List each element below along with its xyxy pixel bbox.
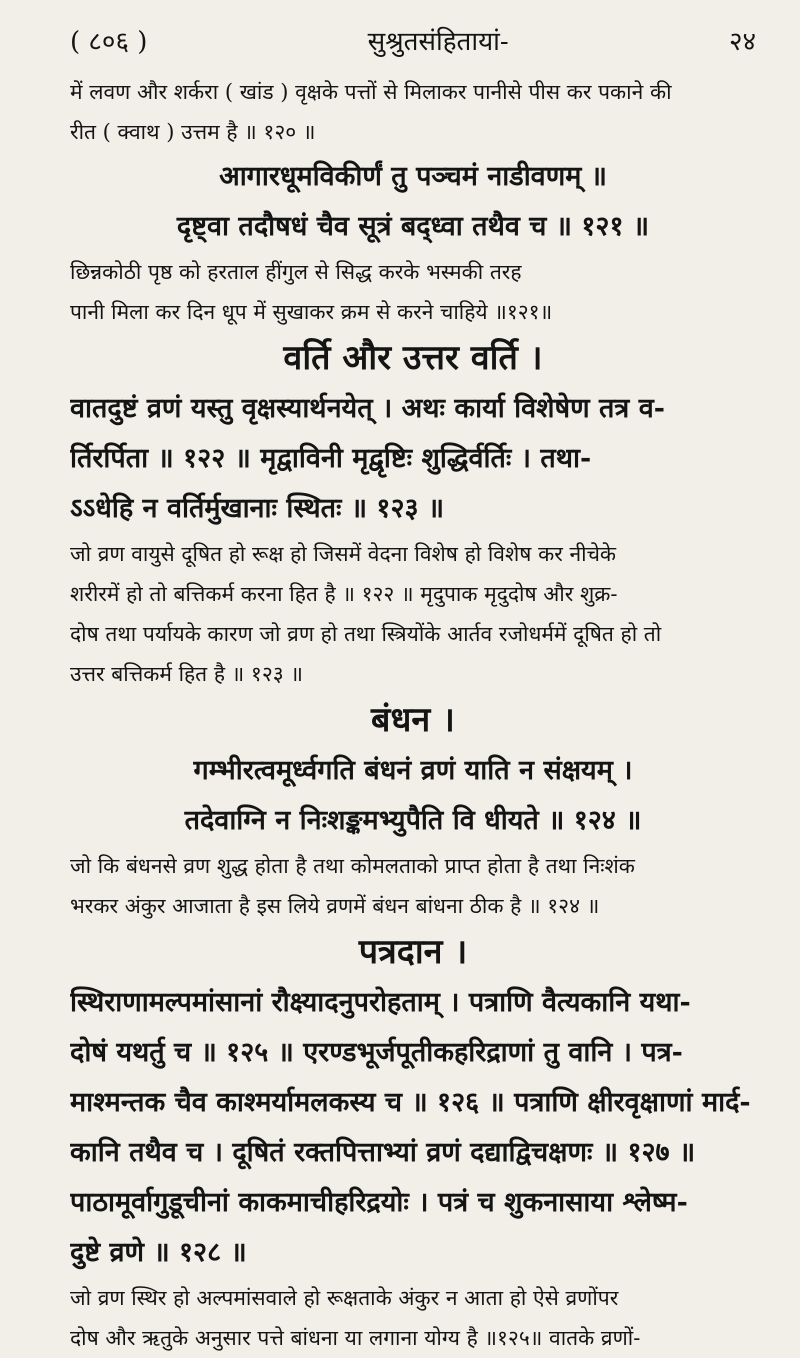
text-line: शरीरमें हो तो बत्तिकर्म करना हित है ॥ १२२ ॥ मृदुपाक मृदुदोष और शुक्र- <box>70 582 618 606</box>
text-line: कानि तथैव च । दूषितं रक्तपित्ताभ्यां व्रणं दद्याद्विचक्षणः ॥ १२७ ॥ <box>70 1137 696 1168</box>
text-line: र्तिरर्पिता ॥ १२२ ॥ मृद्वाविनी मृद्वृष्टिः शुद्धिर्वर्तिः । तथा- <box>70 443 592 474</box>
chapter-number: २४ <box>728 27 756 57</box>
text-line: आगारधूमविकीर्णं तु पञ्चमं नाडीवणम् ॥ <box>219 161 607 192</box>
text-line: दोष तथा पर्यायके कारण जो व्रण हो तथा स्त्रियोंके आर्तव रजोधर्ममें दूषित हो तो <box>70 622 662 646</box>
text-line: जो कि बंधनसे व्रण शुद्ध होता है तथा कोमलताको प्राप्त होता है तथा निःशंक <box>70 854 635 878</box>
text-line: दुष्टे व्रणे ॥ १२८ ॥ <box>70 1237 247 1268</box>
running-title: सुश्रुतसंहितायां- <box>367 27 509 57</box>
text-line: में लवण और शर्करा ( खांड ) वृक्षके पत्तों से मिलाकर पानीसे पीस कर पकाने की <box>70 80 672 104</box>
page-header <box>70 22 756 58</box>
page-body <box>70 72 756 1358</box>
text-line: वातदुष्टं व्रणं यस्तु वृक्षस्यार्थनयेत् । अथः कार्या विशेषेण तत्र व- <box>70 393 665 424</box>
text-line: पत्रदान । <box>358 932 468 972</box>
text-line: जो व्रण स्थिर हो अल्पमांसवाले हो रूक्षताके अंकुर न आता हो ऐसे व्रणोंपर <box>70 1286 619 1310</box>
text-line: दोष और ऋतुके अनुसार पत्ते बांधना या लगाना योग्य है ॥१२५॥ वातके व्रणों- <box>70 1326 641 1350</box>
text-line: पानी मिला कर दिन धूप में सुखाकर क्रम से करने चाहिये ॥१२१॥ <box>70 300 553 324</box>
text-line: तदेवाग्नि न निःशङ्कमभ्युपैति वि धीयते ॥ १२४ ॥ <box>184 805 642 836</box>
text-line: रीत ( क्वाथ ) उत्तम है ॥ १२० ॥ <box>70 120 316 144</box>
text-line: भरकर अंकुर आजाता है इस लिये व्रणमें बंधन बांधना ठीक है ॥ १२४ ॥ <box>70 894 600 918</box>
text-line: छिन्नकोठी पृष्ठ को हरताल हींगुल से सिद्ध करके भस्मकी तरह <box>70 260 522 284</box>
text-line: जो व्रण वायुसे दूषित हो रूक्ष हो जिसमें वेदना विशेष हो विशेष कर नीचेके <box>70 542 617 566</box>
text-line: वर्ति और उत्तर वर्ति । <box>283 338 543 378</box>
page-number: ( ८०६ ) <box>70 27 148 57</box>
text-line: गम्भीरत्वमूर्ध्वगति बंधनं व्रणं याति न संक्षयम् । <box>193 755 633 786</box>
text-line: ऽऽधेहि न वर्तिर्मुखानाः स्थितः ॥ १२३ ॥ <box>70 493 445 524</box>
text-line: पाठामूर्वागुडूचीनां काकमाचीहरिद्रयोः । पत्रं च शुकनासाया श्लेष्म- <box>70 1187 688 1218</box>
text-line: माश्मन्तक चैव काश्मर्यामलकस्य च ॥ १२६ ॥ पत्राणि क्षीरवृक्षाणां मार्द- <box>70 1087 751 1118</box>
text-line: दृष्ट्वा तदौषधं चैव सूत्रं बद्ध्वा तथैव च ॥ १२१ ॥ <box>176 211 650 242</box>
text-line: स्थिराणामल्पमांसानां रौक्ष्यादनुपरोहताम् । पत्राणि वैत्यकानि यथा- <box>70 987 691 1018</box>
text-line: बंधन । <box>371 700 455 740</box>
text-line: उत्तर बत्तिकर्म हित है ॥ १२३ ॥ <box>70 662 303 686</box>
text-line: दोषं यथर्तु च ॥ १२५ ॥ एरण्डभूर्जपूतीकहरिद्राणां तु वानि । पत्र- <box>70 1037 683 1068</box>
